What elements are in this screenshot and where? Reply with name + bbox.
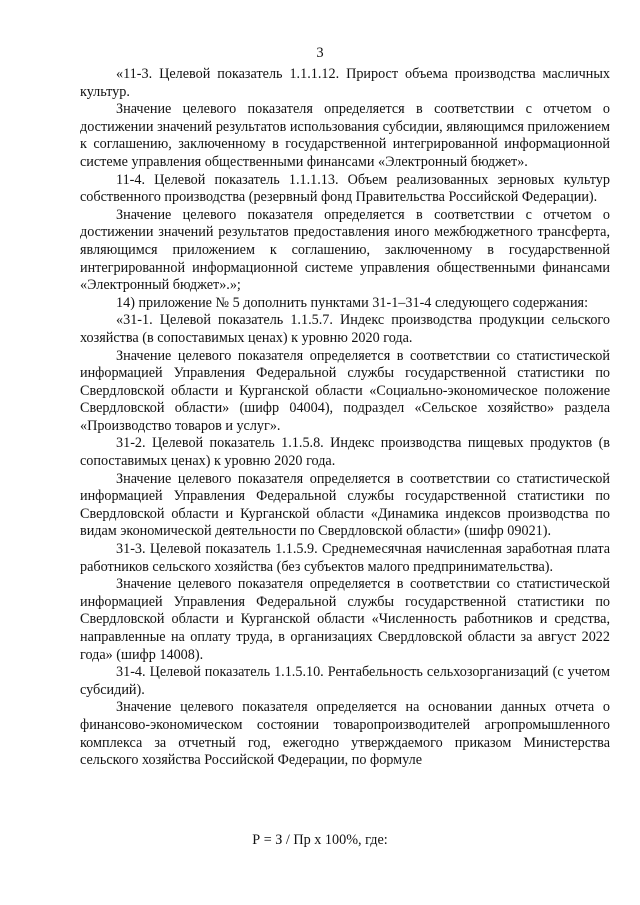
- paragraph-31-2-value: Значение целевого показателя определяется в соответствии со статистической информацией Управления Федеральной службы государственной статистики по Свердловской области и Курганской области «Динамика индексов производства по видам экономической деятельности по Свердловской области» (шифр 09021).: [80, 470, 610, 540]
- paragraph-11-3-title: «11-3. Целевой показатель 1.1.1.12. Прирост объема производства масличных культур.: [80, 66, 610, 100]
- paragraph-31-4-title: 31-4. Целевой показатель 1.1.5.10. Рентабельность сельхозорганизаций (с учетом субсидий).: [80, 664, 610, 698]
- paragraph-31-3-value: Значение целевого показателя определяется в соответствии со статистической информацией Управления Федеральной службы государственной статистики по Свердловской области и Курганской области «Численность работников и средства, направленные на оплату труда, в организациях Свердловской области за август 2022 года» (шифр 14008).: [80, 576, 610, 663]
- paragraph-31-1-title: «31-1. Целевой показатель 1.1.5.7. Индекс производства продукции сельского хозяйства (в сопоставимых ценах) к уровню 2020 года.: [80, 312, 610, 346]
- document-body: [80, 66, 610, 770]
- paragraph-31-3-title: 31-3. Целевой показатель 1.1.5.9. Среднемесячная начисленная заработная плата работников сельского хозяйства (без субъектов малого предпринимательства).: [80, 541, 610, 575]
- profitability-formula: Р = З / Пр x 100%, где:: [252, 832, 388, 848]
- paragraph-31-4-value: Значение целевого показателя определяется на основании данных отчета о финансово-экономическом состоянии товаропроизводителей агропромышленного комплекса за отчетный год, ежегодно утверждаемого приказом Министерства сельского хозяйства Российской Федерации, по формуле: [80, 699, 610, 769]
- page-number: 3: [316, 45, 324, 61]
- paragraph-31-2-title: 31-2. Целевой показатель 1.1.5.8. Индекс производства пищевых продуктов (в сопоставимых ценах) к уровню 2020 года.: [80, 435, 610, 470]
- paragraph-11-3-value: Значение целевого показателя определяется в соответствии с отчетом о достижении значений результатов использования субсидии, являющимся приложением к соглашению, заключенному в государственной интегрированной информационной системе управления общественными финансами «Электронный бюджет».: [80, 101, 610, 170]
- paragraph-31-1-value: Значение целевого показателя определяется в соответствии со статистической информацией Управления Федеральной службы государственной статистики по Свердловской области и Курганской области «Социально-экономическое положение Свердловской области» (шифр 04004), подраздел «Сельское хозяйство» раздела «Производство товаров и услуг».: [80, 347, 610, 434]
- paragraph-amendment-14: 14) приложение № 5 дополнить пунктами 31-1–31-4 следующего содержания:: [116, 294, 589, 311]
- paragraph-11-4-title: 11-4. Целевой показатель 1.1.1.13. Объем реализованных зерновых культур собственного производства (резервный фонд Правительства Российской Федерации).: [80, 171, 610, 206]
- paragraph-11-4-value: Значение целевого показателя определяется в соответствии с отчетом о достижении значений результатов предоставления иного межбюджетного трансферта, являющимся приложением к соглашению, заключенному в государственной интегрированной информационной системе управления общественными финансами «Электронный бюджет».»;: [80, 206, 610, 294]
